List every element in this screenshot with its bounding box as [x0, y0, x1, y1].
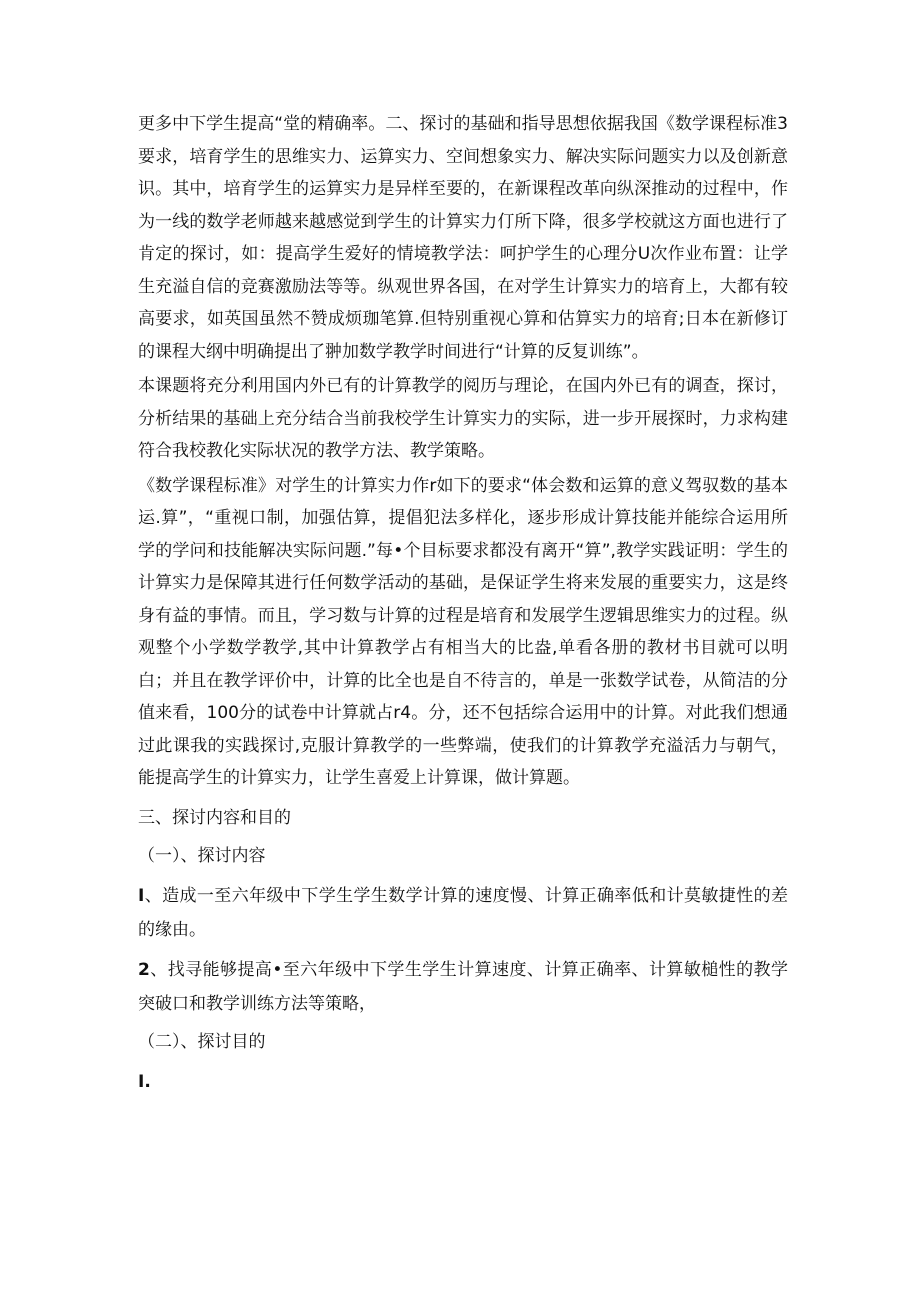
document-page	[138, 108, 788, 1099]
list-item-2	[138, 953, 788, 1021]
list-marker: I	[138, 885, 145, 906]
paragraph-intro: 更多中下学生提高“堂的精确率。二、探讨的基础和指导思想依据我国《数学课程标准3要求，培育学生的思维实力、运算实力、空间想象实力、解决实际问题实力以及创新意识。其中，培育学生的运算实力是异样至要的，在新课程改革向纵深推动的过程中，作为一线的数学老师越来越感觉到学生的计算实力仃所下降，很多学校就这方面也进行了肯定的探讨，如：提高学生爱好的情境教学法：呵护学生的心理分U次作业布置：让学生充溢自信的竞赛激励法等等。纵观世界各国，在对学生计算实力的培育上，大都有较高要求，如英国虽然不赞成烦珈笔算.但特别重视心算和估算实力的培育;日本在新修订的课程大纲中明确提出了翀加数学教学时间进行“计算的反复训练”。	[138, 114, 788, 362]
paragraph-project: 本课题将充分利用国内外已有的计算教学的阅历与理论，在国内外已有的调查，探讨，分析结果的基础上充分结合当前我校学生计算实力的实际，进一步开展探时，力求构建符合我校教化实际状况的教学方法、教学策略。	[138, 376, 788, 461]
list-marker: I.	[138, 1071, 151, 1092]
list-item-1	[138, 879, 788, 947]
list-item-text: 、找寻能够提高•至六年级中下学生学生计算速度、计算正确率、计算敏槌性的教学突破口和教学训练方法等策略，	[138, 959, 788, 1014]
subsection-heading-purpose: （二）、探讨目的	[138, 1031, 266, 1052]
section-heading-content-purpose: 三、探讨内容和目的	[138, 807, 291, 828]
list-item-purpose-1	[138, 1065, 788, 1099]
paragraph-standard: 《数学课程标准》对学生的计算实力作r如下的要求“体会数和运算的意义驾驭数的基本运.算”，“重视口制，加强估算，提倡犯法多样化，逐步形成计算技能并能综合运用所学的学问和技能解决实际问题.”每•个目标要求都没有离开“算”,教学实践证明：学生的计算实力是保障其进行任何数学活动的基础，是保证学生将来发展的重要实力，这是终身有益的事情。而且，学习数与计算的过程是培育和发展学生逻辑思维实力的过程。纵观整个小学数学教学,其中计算教学占有相当大的比盎,单看各册的教材书目就可以明白；并且在教学评价中，计算的比全也是自不待言的，单是一张数学试卷，从简洁的分值来看，100分的试卷中计算就占r4。分，还不包括综合运用中的计算。对此我们想通过此课我的实践探讨,克服计算教学的一些弊端，使我们的计算教学充溢活力与朝气，能提高学生的计算实力，让学生喜爱上计算课，做计算题。	[138, 475, 788, 788]
subsection-heading-content: （一）、探讨内容	[138, 845, 266, 866]
list-item-text: 、造成一至六年级中下学生学生数学计算的速度慢、计算正确率低和计莫敏捷性的差的缘由。	[138, 885, 788, 940]
list-marker: 2	[138, 959, 150, 980]
